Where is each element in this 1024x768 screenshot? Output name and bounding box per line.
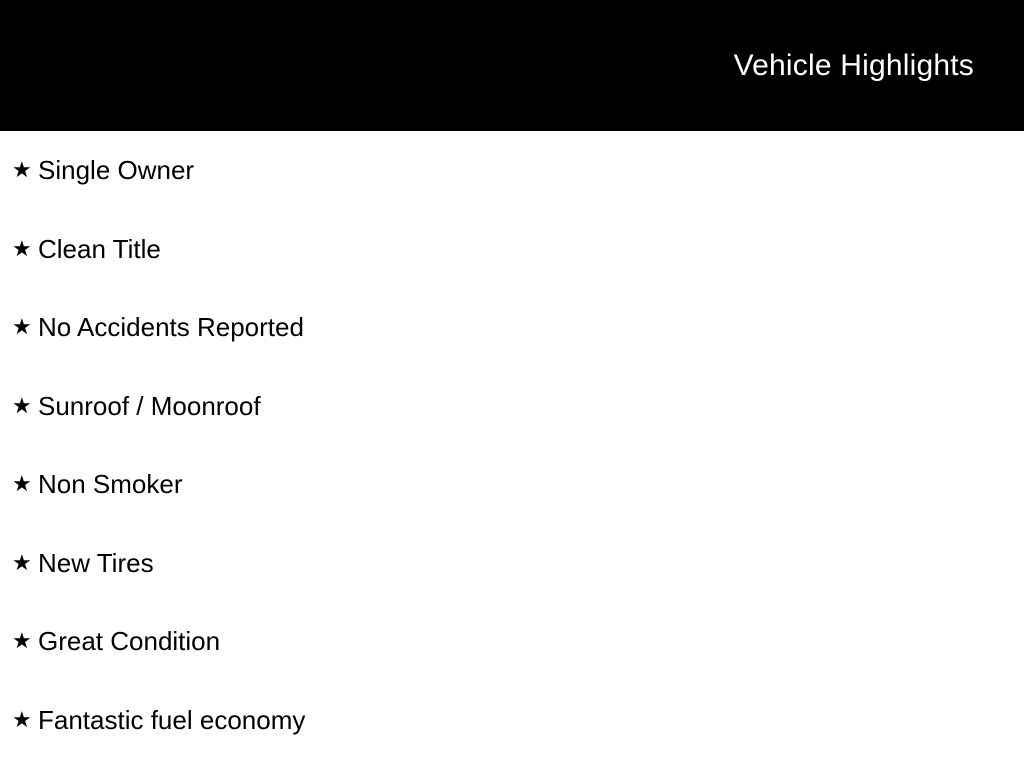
list-item-label: Sunroof / Moonroof [38, 390, 261, 421]
vehicle-highlights-list [0, 131, 1024, 759]
list-item [0, 524, 1024, 603]
list-item-label: Clean Title [38, 233, 161, 264]
list-item [0, 602, 1024, 681]
list-item-label: Non Smoker [38, 469, 183, 500]
star-icon: ★ [12, 628, 32, 654]
list-item-label: Single Owner [38, 155, 195, 186]
list-item [0, 210, 1024, 289]
list-item [0, 288, 1024, 367]
list-item-label: Great Condition [38, 626, 221, 657]
list-item-label: Fantastic fuel economy [38, 704, 306, 735]
list-item [0, 445, 1024, 524]
page-title: Vehicle Highlights [733, 48, 974, 82]
star-icon: ★ [12, 392, 32, 418]
star-icon: ★ [12, 314, 32, 340]
list-item-label: No Accidents Reported [38, 312, 304, 343]
list-item [0, 367, 1024, 446]
star-icon: ★ [12, 706, 32, 732]
list-item [0, 131, 1024, 210]
list-item-label: New Tires [38, 547, 154, 578]
star-icon: ★ [12, 157, 32, 183]
list-item [0, 681, 1024, 760]
star-icon: ★ [12, 471, 32, 497]
star-icon: ★ [12, 549, 32, 575]
page-header [0, 0, 1024, 131]
star-icon: ★ [12, 235, 32, 261]
